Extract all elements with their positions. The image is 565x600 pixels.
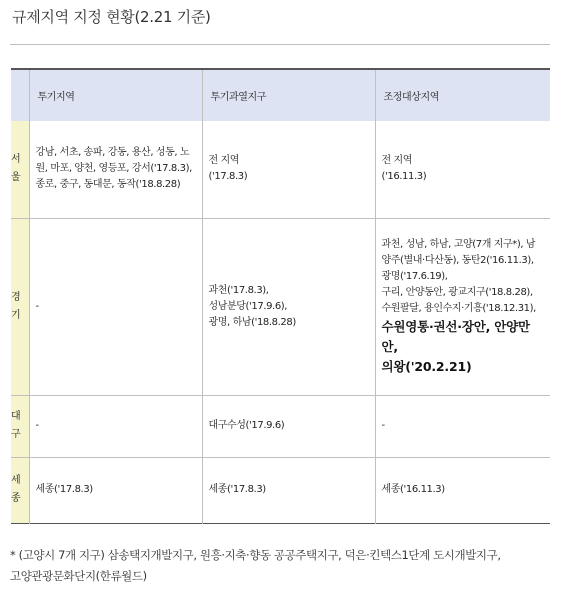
- footnote-line: * (고양시 7개 지구) 삼송택지개발지구, 원흥·지축·향동 공공주택지구, 덕은·킨텍스1단계 도시개발지구,: [10, 548, 501, 562]
- cell-overheated-daegu: 대구수성('17.9.6): [202, 395, 375, 457]
- cell-speculation-sejong: 세종('17.8.3): [29, 457, 202, 523]
- page-title: 규제지역 지정 현황(2.21 기준): [12, 8, 211, 26]
- header-adjustment: 조정대상지역: [375, 69, 550, 121]
- cell-speculation-seoul: 강남, 서초, 송파, 강동, 용산, 성동, 노 원, 마포, 양천, 영등포, 강서('17.8.3), 종로, 중구, 동대문, 동작('18.8.28): [29, 121, 202, 218]
- footnote: [10, 545, 558, 587]
- region-label-gyeonggi: 경 기: [11, 218, 29, 395]
- cell-speculation-gyeonggi: -: [29, 218, 202, 395]
- regulation-table: [11, 68, 550, 524]
- new-designation-highlight-date: 의왕('20.2.21): [381, 358, 472, 374]
- region-label-sejong: 세 종: [11, 457, 29, 523]
- cell-adjustment-seoul: 전 지역 ('16.11.3): [375, 121, 550, 218]
- table-row-seoul: [11, 121, 550, 218]
- new-designation-highlight: 수원영통·권선·장안, 안양만안,: [381, 318, 530, 354]
- table-row-gyeonggi: [11, 218, 550, 395]
- cell-overheated-sejong: 세종('17.8.3): [202, 457, 375, 523]
- table-row-sejong: [11, 457, 550, 523]
- header-overheated: 투기과열지구: [202, 69, 375, 121]
- cell-adjustment-gyeonggi: 과천, 성남, 하남, 고양(7개 지구*), 남 양주(별내·다산동), 동탄2('16.11.3), 광명('17.6.19), 구리, 안양동안, 광교지구('18.8.28), 수원팔달, 용인수지·기흥('18.12.31), 수원영통·권선·장안, 안양만안, 의왕('20.2.21): [375, 218, 550, 395]
- header-speculation: 투기지역: [29, 69, 202, 121]
- table-row-daegu: [11, 395, 550, 457]
- cell-overheated-seoul: 전 지역 ('17.8.3): [202, 121, 375, 218]
- header-corner: [11, 69, 29, 121]
- region-label-seoul: 서 울: [11, 121, 29, 218]
- title-divider: [10, 44, 550, 45]
- cell-adjustment-daegu: -: [375, 395, 550, 457]
- cell-adjustment-sejong: 세종('16.11.3): [381, 484, 445, 495]
- footnote-line: 고양관광문화단지(한류월드): [10, 569, 147, 583]
- table-header-row: [11, 69, 550, 121]
- region-label-daegu: 대 구: [11, 395, 29, 457]
- cell-overheated-gyeonggi: 과천('17.8.3), 성남분당('17.9.6), 광명, 하남('18.8.28): [202, 218, 375, 395]
- cell-speculation-daegu: -: [29, 395, 202, 457]
